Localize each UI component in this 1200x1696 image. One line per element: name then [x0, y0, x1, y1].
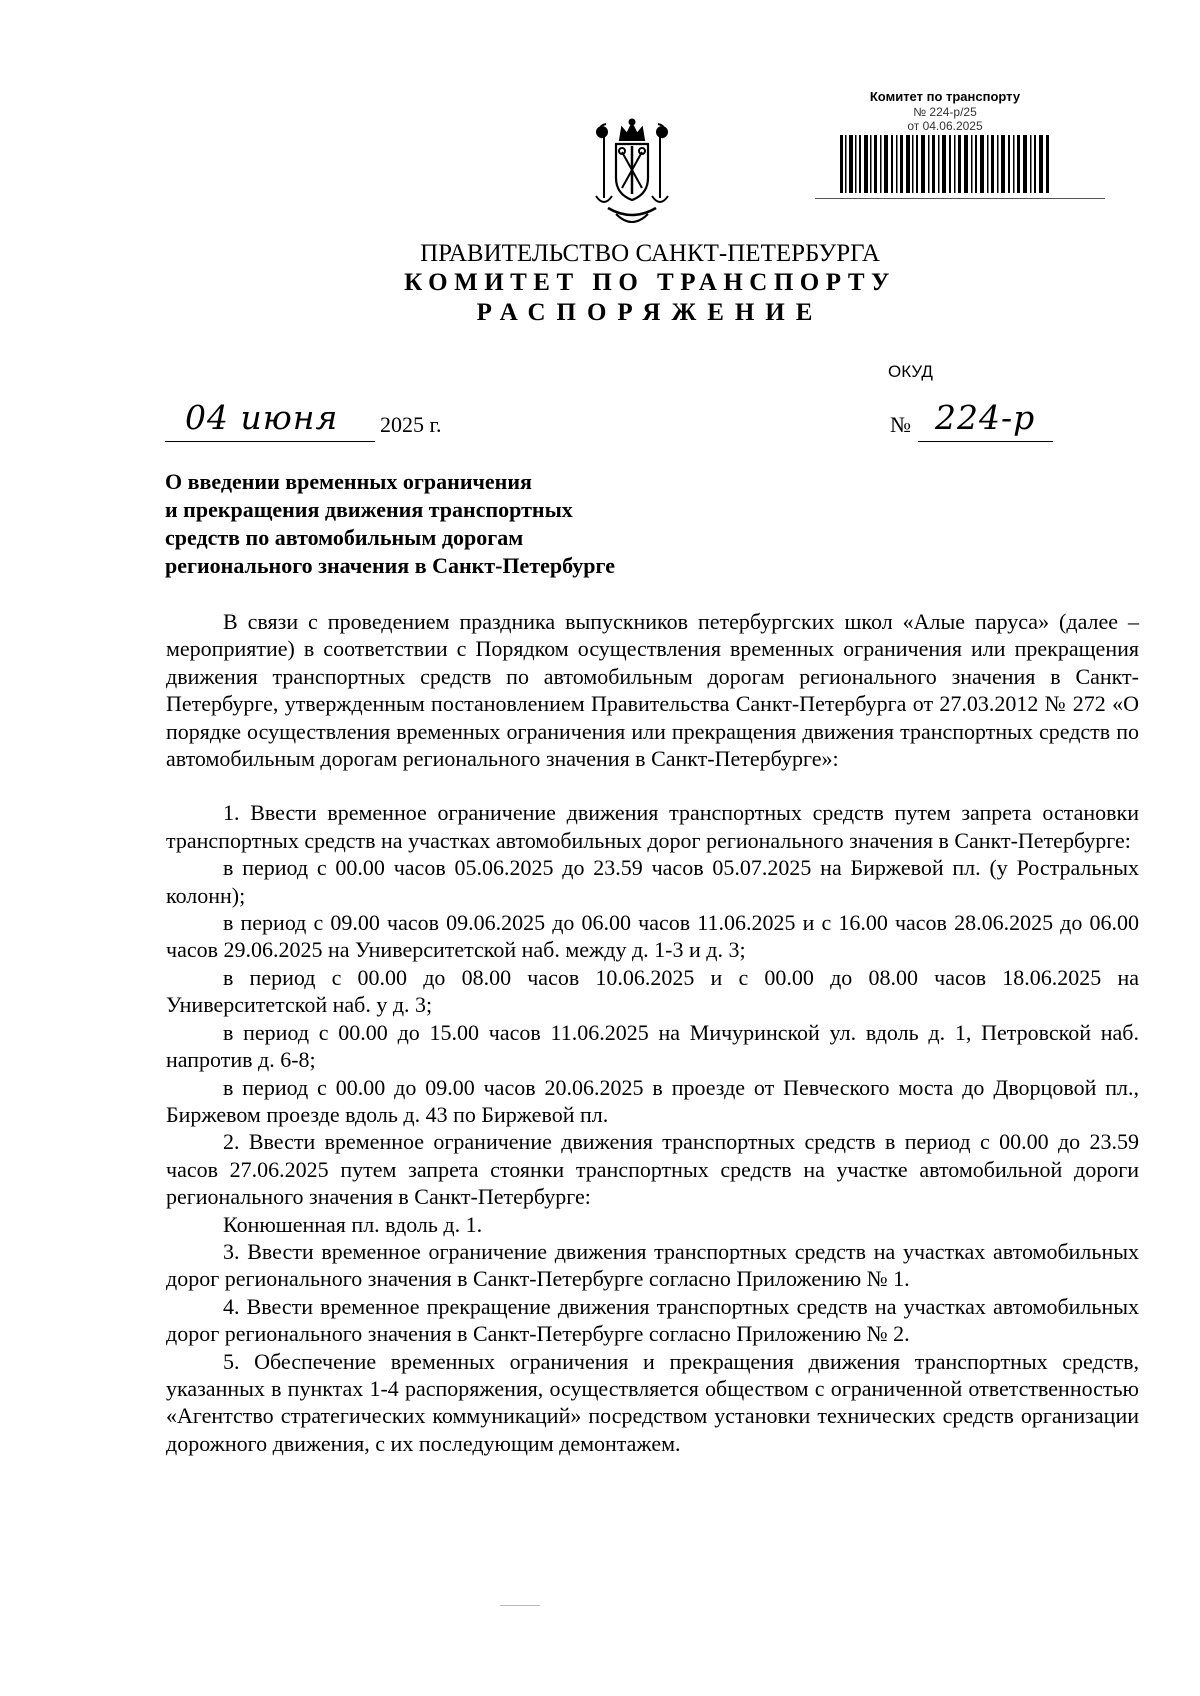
handwritten-number: 224-р: [935, 398, 1036, 437]
registration-stamp: [800, 89, 1090, 193]
body-paragraph: 3. Ввести временное ограничение движения транспортных средств на участках автомобильных дорог регионального значения в Санкт-Петербурге согласно Приложению № 1.: [166, 1238, 1139, 1292]
body-paragraph: в период с 00.00 до 09.00 часов 20.06.2025 в проезде от Певческого моста до Дворцовой пл., Биржевом проезде вдоль д. 43 по Биржевой пл.: [166, 1074, 1139, 1127]
committee-name: КОМИТЕТ ПО ТРАНСПОРТУ: [404, 269, 896, 296]
stamp-divider: [815, 198, 1105, 199]
stamp-organization: Комитет по транспорту: [869, 89, 1021, 104]
body-paragraph: в период с 00.00 до 15.00 часов 11.06.2025 на Мичуринской ул. вдоль д. 1, Петровской наб. напротив д. 6-8;: [166, 1019, 1139, 1073]
number-sign: №: [890, 412, 911, 437]
body-paragraph: Конюшенная пл. вдоль д. 1.: [223, 1211, 483, 1237]
body-paragraph: 1. Ввести временное ограничение движения транспортных средств путем запрета остановки транспортных средств на участках автомобильных дорог регионального значения в Санкт-Петербурге:: [166, 800, 1139, 853]
document-title: [165, 468, 615, 580]
handwritten-date: 04 июня: [185, 398, 339, 437]
stamp-number: № 224-р/25: [913, 105, 977, 119]
preamble-paragraph: В связи с проведением праздника выпускников петербургских школ «Алые паруса» (далее – мероприятие) в соответствии с Порядком осуществления временных ограничения или прекращения движения транспортных средств по автомобильным дорогам регионального значения в Санкт-Петербурге, утвержденным постановлением Правительства Санкт-Петербурга от 27.03.2012 № 272 «О порядке осуществления временных ограничения или прекращения движения транспортных средств по автомобильным дорогам регионального значения в Санкт-Петербурге»:: [166, 609, 1139, 772]
document-header: [0, 240, 1200, 328]
barcode-icon: [840, 135, 1050, 193]
government-name: ПРАВИТЕЛЬСТВО САНКТ-ПЕТЕРБУРГА: [420, 240, 880, 267]
document-body: [166, 608, 1139, 1457]
date-year: 2025 г.: [380, 412, 442, 437]
body-paragraph: 4. Ввести временное прекращение движения транспортных средств на участках автомобильных дорог регионального значения в Санкт-Петербурге согласно Приложению № 2.: [166, 1293, 1139, 1347]
title-line: и прекращения движения транспортных: [165, 497, 573, 522]
scan-mark: [500, 1605, 540, 1606]
title-line: регионального значения в Санкт-Петербурге: [165, 553, 615, 578]
title-line: средств по автомобильным дорогам: [165, 525, 524, 550]
title-line: О введении временных ограничения: [165, 469, 532, 494]
body-paragraph: в период с 00.00 часов 05.06.2025 до 23.59 часов 05.07.2025 на Биржевой пл. (у Ростральных колонн);: [166, 855, 1139, 908]
body-paragraph: 5. Обеспечение временных ограничения и прекращения движения транспортных средств, указанных в пунктах 1-4 распоряжения, осуществляется обществом с ограниченной ответственностью «Агентство стратегических коммуникаций» посредством установки технических средств организации дорожного движения, с их последующим демонтажем.: [166, 1348, 1139, 1456]
document-type: РАСПОРЯЖЕНИЕ: [476, 299, 824, 326]
body-paragraph: 2. Ввести временное ограничение движения транспортных средств в период с 00.00 до 23.59 часов 27.06.2025 путем запрета стоянки транспортных средств на участке автомобильной дороги регионального значения в Санкт-Петербурге:: [166, 1129, 1139, 1210]
okud-label: ОКУД: [888, 362, 933, 381]
body-paragraph: в период с 09.00 часов 09.06.2025 до 06.00 часов 11.06.2025 и с 16.00 часов 28.06.2025 до 06.00 часов 29.06.2025 на Университетской наб. между д. 1-3 и д. 3;: [166, 910, 1139, 963]
body-paragraph: в период с 00.00 до 08.00 часов 10.06.2025 и с 00.00 до 08.00 часов 18.06.2025 на Университетской наб. у д. 3;: [166, 964, 1139, 1018]
coat-of-arms-emblem: [582, 118, 682, 230]
stamp-date: от 04.06.2025: [907, 119, 983, 133]
